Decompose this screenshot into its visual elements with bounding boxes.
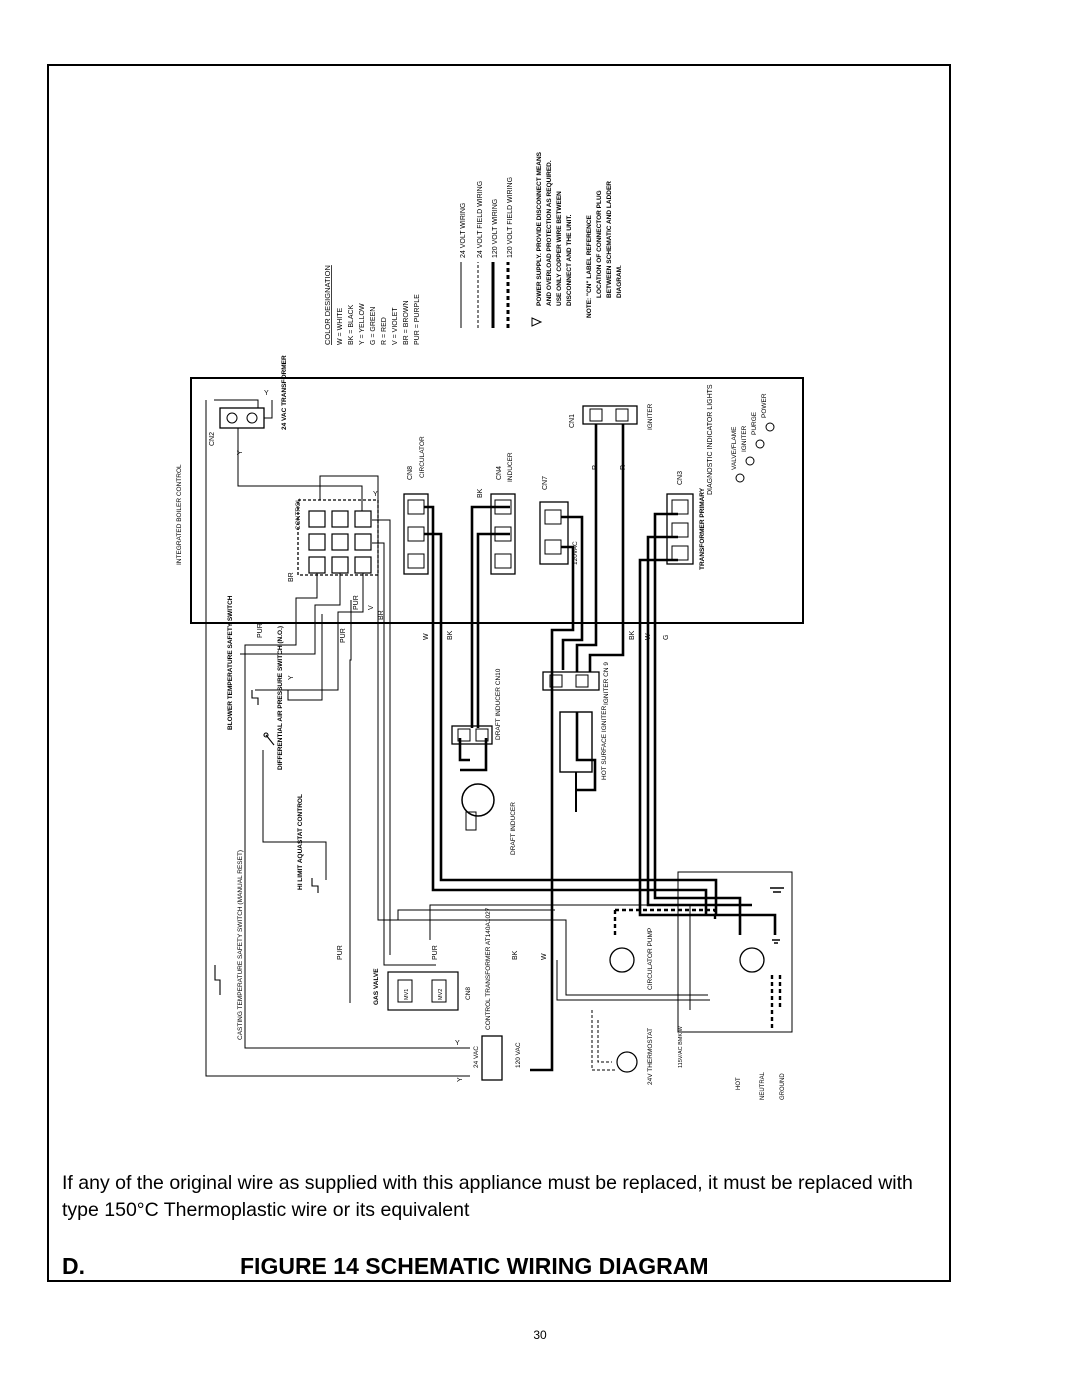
diagram-label: BK: [512, 950, 519, 960]
diagram-label: CN8: [407, 465, 414, 480]
draft-inducer-motor-icon: [462, 784, 494, 816]
diagram-label: CN3: [677, 470, 684, 485]
diagram-label: MV1: [404, 988, 410, 1000]
diagram-label: 24 VAC TRANSFORMER: [281, 355, 288, 430]
diagram-label: CN4: [496, 465, 503, 480]
diagram-label: W: [541, 953, 548, 960]
figure-title: FIGURE 14 SCHEMATIC WIRING DIAGRAM: [240, 1253, 709, 1279]
diagram-label: HOT SURFACE IGNITER: [601, 705, 608, 780]
diagram-label: PUR: [353, 595, 360, 610]
diagram-label: BETWEEN SCHEMATIC AND LADDER: [606, 181, 613, 298]
diagram-label: CN8: [465, 986, 472, 1000]
warning-triangle-icon: [532, 318, 541, 326]
figure-heading: [62, 1253, 942, 1283]
diagram-label: TRANSFORMER PRIMARY: [699, 487, 706, 570]
diagram-label: 120 VOLT WIRING: [492, 198, 499, 258]
page-number: 30: [533, 1328, 547, 1342]
diagram-label: BR: [378, 610, 385, 620]
diagram-label: BR: [288, 572, 295, 582]
diagram-label: PUR = PURPLE: [414, 294, 421, 345]
section-letter: D.: [62, 1253, 85, 1279]
diagram-label: R: [620, 464, 627, 470]
diagram-label: PUR: [337, 945, 344, 960]
diagram-label: 120 VOLT FIELD WIRING: [507, 176, 514, 258]
diagram-label: CONTROL: [295, 498, 302, 530]
diagram-label: IGNITER: [647, 403, 654, 430]
diagram-label: V = VIOLET: [392, 307, 399, 345]
diagram-label: 24 VOLT FIELD WIRING: [477, 180, 484, 258]
diagram-label: HOT: [736, 1077, 742, 1090]
diagram-label: 120 VAC: [515, 1042, 522, 1068]
cn3-connector: [667, 494, 693, 564]
diagram-label: CONTROL TRANSFORMER AT140A1027: [485, 907, 492, 1030]
cn7-connector: [540, 502, 568, 564]
diagram-label: CIRCULATOR: [419, 436, 426, 478]
diagnostic-title: DIAGNOSTIC INDICATOR LIGHTS: [707, 384, 714, 495]
diagram-label: IGNITER: [741, 425, 748, 452]
diagram-label: 24V THERMOSTAT: [647, 1027, 654, 1085]
diagram-label: W: [423, 633, 430, 640]
diagram-label: W: [645, 633, 652, 640]
diagram-label: LOCATION OF CONNECTOR PLUG: [596, 190, 603, 298]
diagram-label: Y: [457, 1077, 464, 1082]
diagram-label: NEUTRAL: [760, 1071, 766, 1100]
diagram-label: G = GREEN: [370, 306, 377, 345]
diagram-label: GROUND: [780, 1073, 786, 1100]
diagram-label: V: [368, 605, 375, 610]
diagram-label: INDUCER: [507, 452, 514, 482]
diagram-label: IGNITER CN 9: [603, 662, 610, 705]
diagram-label: GAS VALVE: [373, 968, 380, 1005]
diagram-label: G: [663, 634, 670, 640]
diagram-label: Y: [237, 450, 244, 455]
junction-box: [678, 872, 792, 1032]
thermostat-icon: [617, 1052, 637, 1072]
diagram-label: Y: [288, 675, 295, 680]
diagram-label: 24 VOLT WIRING: [460, 202, 467, 258]
diagram-label: DRAFT INDUCER CN10: [495, 668, 502, 740]
color-legend-title: COLOR DESIGNATION: [323, 265, 332, 345]
diagram-label: VALVE/FLAME: [731, 426, 738, 470]
diagram-label: PURGE: [751, 411, 758, 435]
diagram-label: DRAFT INDUCER: [510, 802, 517, 855]
diagram-label: CN1: [569, 413, 576, 428]
diagram-label: Y: [455, 1040, 460, 1047]
diagram-label: PUR: [432, 945, 439, 960]
diagram-label: CN7: [542, 475, 549, 490]
diagram-label: Y: [264, 390, 269, 397]
diagram-label: BK = BLACK: [348, 304, 355, 345]
field-wiring: [615, 910, 780, 1030]
diagram-label: AND OVERLOAD PROTECTION AS REQUIRED.: [546, 160, 553, 306]
diagram-label: BK: [629, 630, 636, 640]
control-transformer-icon: [482, 1036, 502, 1080]
wire-replacement-note: If any of the original wire as supplied with this appliance must be replaced, it must be replaced with type 150°C Thermoplastic wire or its equivalent: [62, 1172, 913, 1221]
diagram-label: POWER SUPPLY. PROVIDE DISCONNECT MEANS: [536, 152, 543, 306]
diagram-label: BR = BROWN: [403, 300, 410, 345]
line-legend: [461, 262, 508, 328]
diagram-label: DIAGRAM.: [616, 265, 623, 298]
diagram-label: 24 VAC: [473, 1046, 480, 1068]
diagram-label: PUR: [257, 623, 264, 638]
circulator-pump-icon: [610, 948, 634, 972]
diagram-label: BLOWER TEMPERATURE SAFETY SWITCH: [227, 595, 234, 730]
diagram-label: 115V/AC BMK W: [678, 1026, 684, 1068]
diagram-label: R = RED: [381, 317, 388, 345]
diagram-label: CN2: [209, 431, 216, 446]
diagram-label: Y: [373, 491, 378, 498]
diagram-label: DIFFERENTIAL AIR PRESSURE SWITCH (N.O.): [277, 625, 284, 770]
diagram-label: PUR: [340, 628, 347, 643]
diagram-label: DISCONNECT AND THE UNIT.: [566, 214, 573, 306]
control-board-label: INTEGRATED BOILER CONTROL: [176, 464, 183, 565]
diagram-label: CIRCULATOR PUMP: [647, 927, 654, 990]
diagram-label: POWER: [761, 393, 768, 418]
diagram-label: CASTING TEMPERATURE SAFETY SWITCH (MANUAL RESET): [237, 849, 244, 1040]
thick-wires: [424, 424, 775, 1070]
diagram-label: BK: [477, 488, 484, 498]
diagram-label: R: [592, 464, 599, 470]
diagram-label: HI LIMIT AQUASTAT CONTROL: [297, 794, 304, 890]
diagram-label: Y = YELLOW: [359, 303, 366, 345]
diagram-label: NOTE: "CN" LABEL REFERENCE: [586, 215, 593, 318]
diagram-label: 120VAC: [572, 541, 579, 565]
diagram-label: BK: [447, 630, 454, 640]
diagram-label: USE ONLY COPPER WIRE BETWEEN: [556, 191, 563, 306]
diagram-label: MV2: [438, 988, 444, 1000]
diagram-label: W = WHITE: [337, 307, 344, 345]
